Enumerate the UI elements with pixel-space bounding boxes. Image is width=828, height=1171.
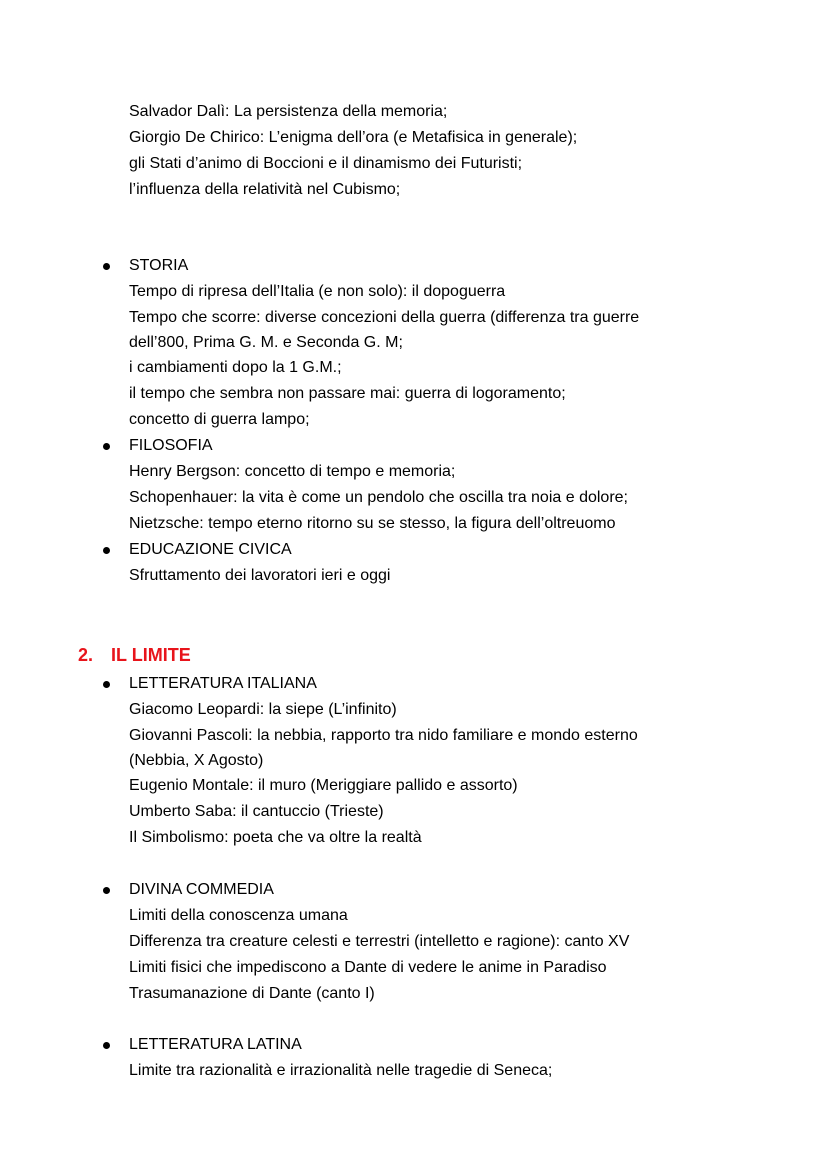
section-line: Il Simbolismo: poeta che va oltre la realtà: [129, 829, 422, 846]
intro-line: gli Stati d’animo di Boccioni e il dinamismo dei Futuristi;: [129, 155, 523, 172]
section-title-filosofia: FILOSOFIA: [129, 437, 213, 454]
section-line: Giovanni Pascoli: la nebbia, rapporto tra nido familiare e mondo esterno: [129, 727, 638, 744]
heading-title: IL LIMITE: [111, 645, 191, 665]
section-title-divina-commedia: DIVINA COMMEDIA: [129, 881, 274, 898]
section-title-letteratura-italiana: LETTERATURA ITALIANA: [129, 675, 317, 692]
section-line: Tempo di ripresa dell’Italia (e non solo): il dopoguerra: [129, 283, 506, 300]
section-heading: [78, 644, 191, 666]
heading-number: 2.: [78, 645, 94, 665]
section-line: Henry Bergson: concetto di tempo e memoria;: [129, 463, 456, 480]
section-line: Limiti fisici che impediscono a Dante di vedere le anime in Paradiso: [129, 959, 607, 976]
section-line: Schopenhauer: la vita è come un pendolo che oscilla tra noia e dolore;: [129, 489, 628, 506]
section-line: il tempo che sembra non passare mai: guerra di logoramento;: [129, 385, 566, 402]
section-line: Limiti della conoscenza umana: [129, 907, 348, 924]
section-title-storia: STORIA: [129, 257, 189, 274]
section-title-educazione-civica: EDUCAZIONE CIVICA: [129, 541, 292, 558]
section-line: Limite tra razionalità e irrazionalità nelle tragedie di Seneca;: [129, 1062, 553, 1079]
section-line: Tempo che scorre: diverse concezioni della guerra (differenza tra guerre: [129, 309, 640, 326]
bullet-icon: [103, 547, 110, 554]
section-line: dell’800, Prima G. M. e Seconda G. M;: [129, 334, 403, 351]
section-line: Trasumanazione di Dante (canto I): [129, 985, 375, 1002]
section-line: Nietzsche: tempo eterno ritorno su se stesso, la figura dell’oltreuomo: [129, 515, 616, 532]
section-line: Sfruttamento dei lavoratori ieri e oggi: [129, 567, 391, 584]
bullet-icon: [103, 1042, 110, 1049]
section-line: i cambiamenti dopo la 1 G.M.;: [129, 359, 342, 376]
section-line: (Nebbia, X Agosto): [129, 752, 264, 769]
section-line: Differenza tra creature celesti e terrestri (intelletto e ragione): canto XV: [129, 933, 630, 950]
bullet-icon: [103, 443, 110, 450]
section-line: concetto di guerra lampo;: [129, 411, 310, 428]
intro-line: Salvador Dalì: La persistenza della memoria;: [129, 103, 448, 120]
bullet-icon: [103, 263, 110, 270]
section-line: Giacomo Leopardi: la siepe (L’infinito): [129, 701, 397, 718]
bullet-icon: [103, 887, 110, 894]
intro-line: l’influenza della relatività nel Cubismo;: [129, 181, 401, 198]
section-line: Umberto Saba: il cantuccio (Trieste): [129, 803, 384, 820]
bullet-icon: [103, 681, 110, 688]
section-line: Eugenio Montale: il muro (Meriggiare pallido e assorto): [129, 777, 518, 794]
section-title-letteratura-latina: LETTERATURA LATINA: [129, 1036, 302, 1053]
intro-line: Giorgio De Chirico: L’enigma dell’ora (e Metafisica in generale);: [129, 129, 578, 146]
